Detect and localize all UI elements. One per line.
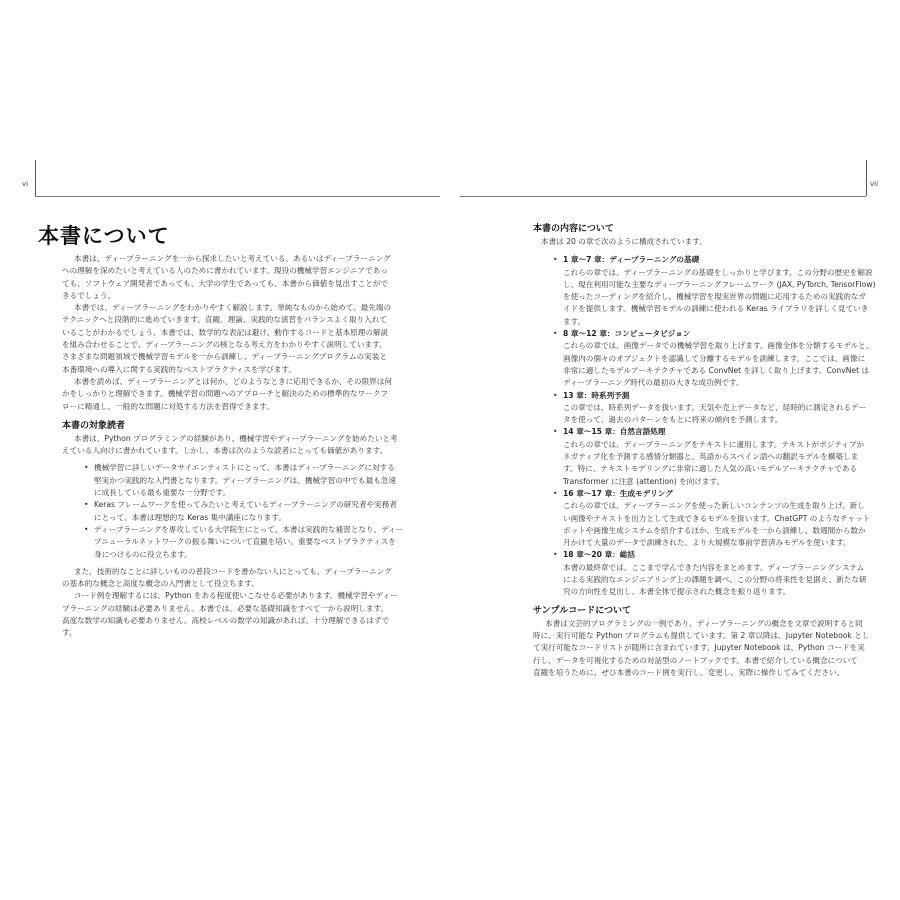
text-line: コード例を理解するには、Python をある程度使いこなせる必要があります。機械学習やディー (74, 591, 398, 601)
text-line: ても、ソフトウェア開発者であっても、大学の学生であっても、本書から価値を見出すことがで (62, 278, 389, 288)
text-line: を使ったコーディングを紹介し、機械学習を現実世界の問題に応用するための実践的なガ (563, 292, 866, 302)
text-line: ネガティブ化を予測する感情分類器と、英語からスペイン語への翻訳モデルを構築しま (563, 452, 859, 462)
chapter-title: 8 章〜12 章：コンピュータビジョン (563, 329, 691, 339)
text-line: に成長している最も重要な一分野です。 (94, 488, 231, 498)
list-item (551, 488, 876, 549)
bullet-icon: • (553, 427, 558, 437)
bullet-icon: • (553, 329, 558, 339)
paragraph (62, 590, 403, 639)
bullet-icon: • (553, 550, 558, 560)
text-line: にとって、本書は理想的な Keras 集中講座になります。 (94, 512, 286, 522)
text-line: きるでしょう。 (62, 290, 116, 300)
text-line: プニューラルネットワークの振る舞いについて直観を培い、重要なベストプラクティスを (94, 537, 396, 547)
text-line: ローに精通し、一般的な問題に対処する方法を習得できます。 (62, 401, 275, 411)
text-line: 直観を培うために、ぜひ本書のコード例を実行し、変更し、実際に操作してみてください。 (533, 667, 845, 677)
text-line: の基本的な概念と高度な概念の入門書として役立ちます。 (62, 579, 259, 589)
text-line: への理解を深めたいと考えている人のために書かれています。現役の機械学習エンジニアであっ (62, 266, 388, 276)
text-line: ます。 (563, 316, 586, 326)
text-line: 時に、実行可能な Python プログラムも提供しています。第 2 章以降は、Jupyter Notebook とし (533, 630, 870, 640)
paragraph (62, 302, 403, 376)
text-line: 本書は、Python プログラミングの経験があり、機械学習やディープラーニングを始めたいと考 (74, 433, 398, 443)
paragraph (533, 618, 876, 679)
text-line: これらの章では、ディープラーニングを使った新しいコンテンツの生成を取り上げ、新し (563, 501, 865, 511)
chapter-title: 14 章〜15 章：自然言語処理 (563, 427, 666, 437)
text-line: 行し、データを可視化するための対話型のノートブックです。本書で紹介している概念について (533, 655, 858, 665)
chapter-title: 16 章〜17 章：生成モデリング (563, 488, 673, 498)
text-line: これらの章では、画像データでの機械学習を取り上げます。画像全体を分類するモデルと、 (563, 341, 874, 351)
text-line: ディープラーニングを専攻している大学院生にとって、本書は実践的な補習となり、ディー (94, 524, 404, 534)
paragraph (62, 433, 403, 458)
text-line: 機械学習に詳しいデータサイエンティストにとって、本書はディープラーニングに対する (94, 463, 395, 473)
section-heading-sample-code: サンプルコードについて (533, 605, 632, 616)
right-page-rule (460, 196, 866, 197)
text-line: また、技術的なことに詳しいものの普段コードを書かない人にとっても、ディープラーニング (74, 566, 392, 576)
text-line: 画像内の個々のオブジェクトを認識して分離するモデルを訓練します。ここでは、画像に (563, 353, 866, 363)
chapter-title: 1 章〜7 章：ディープラーニングの基礎 (563, 255, 700, 265)
left-page-body (62, 253, 403, 640)
list-item (551, 549, 876, 598)
paragraph (62, 253, 403, 302)
bullet-icon: • (553, 255, 558, 265)
text-line: イドを提供します。機械学習モデルの訓練に使われる Keras ライブラリを詳しく見ていき (563, 304, 869, 314)
text-line: タを使って、過去のパターンをもとに将来の傾向を予測します。 (563, 415, 783, 425)
text-line: を組み合わせることで、ディープラーニングの核となる考え方をわかりやすく説明しています。 (62, 340, 387, 350)
text-line: テクニックへと段階的に進めていきます。直観、理論、実践的な演習をバランスよく取り入れて (62, 315, 387, 325)
text-line: えている人向けに書かれています。しかし、本書は次のような読者にとっても価値があります。 (62, 446, 388, 456)
text-line: 本書を読めば、ディープラーニングとは何か、どのようなときに応用できるか、その限界は何 (74, 376, 392, 386)
text-line: 本書では、ディープラーニングをわかりやすく解説します。単純なものから始めて、最先端の (74, 303, 392, 313)
page-number-left: vi (22, 180, 29, 188)
list-item (551, 328, 876, 389)
list-item (551, 254, 876, 328)
text-line: ボットや画像生成システムを紹介するほか、生成モデルを一から訓練し、数週間から数か (563, 525, 866, 535)
text-line: この章では、時系列データを扱います。天気や売上データなど、経時的に測定されるデー (563, 402, 867, 412)
text-line: 月かけて大量のデータで訓練された、より大規模な事前学習済みモデルを使います。 (563, 538, 851, 548)
chapter-title: 18 章〜20 章：総括 (563, 550, 635, 560)
text-line: Transformer に注意 (attention) を向けます。 (563, 476, 725, 486)
right-page-rule-vertical (866, 160, 867, 196)
text-line: プラーニングの経験は必要ありません。本書では、必要な基礎知識をすべて一から説明します。 (62, 603, 389, 613)
bullet-icon: • (84, 524, 89, 534)
paragraph: 本書は 20 の章で次のように構成されています。 (541, 237, 707, 246)
page-number-right: vii (870, 180, 879, 188)
chapter-title: 13 章：時系列予測 (563, 390, 630, 400)
text-line: これらの章では、ディープラーニングの基礎をしっかりと学びます。この分野の歴史を解説 (563, 267, 873, 277)
bullet-icon: • (84, 500, 89, 510)
section-heading-audience: 本書の対象読者 (62, 420, 126, 431)
section-heading-contents: 本書の内容について (533, 224, 614, 234)
text-line: さまざまな問題領域で機械学習モデルを一から訓練し、ディープラーニングプログラムの実装と (62, 352, 387, 362)
text-line: かをしっかりと理解できます。機械学習の問題へのアプローチと解決のための標準的なワークフ (62, 389, 388, 399)
text-line: 身につけるのに役立ちます。 (94, 549, 192, 559)
left-page-rule (35, 196, 440, 197)
bullet-icon: • (84, 463, 89, 473)
text-line: 本書は、ディープラーニングを一から探求したいと考えている、あるいはディープラーニング (74, 254, 391, 263)
paragraph (62, 566, 403, 591)
text-line: す。特に、テキストモデリングに非常に適した人気の高いモデルアーキテクチャである (563, 464, 858, 474)
text-line: て実行可能なコードリストが随所に含まれています。Jupyter Notebook は、Python コードを実 (533, 643, 865, 653)
left-page-rule-vertical (35, 160, 36, 196)
text-line: 本書は文芸的プログラミングの一例であり、ディープラーニングの概念を文章で説明すると同 (545, 618, 863, 628)
text-line: 本番環境への導入に関する実践的なベストプラクティスを学びます。 (62, 364, 296, 374)
text-line: す。 (62, 628, 77, 638)
text-line: ディープラーニング時代の最初の大きな成功例です。 (563, 378, 744, 388)
list-item (82, 462, 403, 499)
text-line: 高度な数学の知識も必要ありません。高校レベルの数学の知識があれば、十分理解できるはずで (62, 616, 390, 626)
right-page-body (533, 222, 876, 679)
audience-list (82, 462, 403, 560)
paragraph (62, 376, 403, 413)
text-line: による実践的なエンジニアリング上の課題を調べ、この分野の将来性を見据え、新たな研 (563, 575, 867, 585)
text-line: 本書の最終章では、ここまで学んできた内容をまとめます。ディープラーニングシステム (563, 562, 865, 572)
text-line: い画像やテキストを出力として生成できるモデルを扱います。ChatGPT のようなチャット (563, 513, 871, 523)
chapter-list (551, 254, 876, 598)
text-line: これらの章では、ディープラーニングをテキストに適用します。テキストがポジティブか (563, 439, 865, 449)
bullet-icon: • (553, 390, 558, 400)
list-item (82, 499, 403, 524)
page-title: 本書について (38, 224, 170, 248)
text-line: Keras フレームワークを使ってみたいと考えているディープラーニングの研究者や実務者 (94, 500, 397, 510)
text-line: 堅実かつ実践的な入門書となります。ディープラーニングは、機械学習の中でも最も急速 (94, 475, 396, 485)
text-line: 究の方向性を見出し、本書全体で提示された概念を振り返ります。 (563, 587, 791, 597)
list-item (551, 426, 876, 487)
list-item (551, 390, 876, 427)
bullet-icon: • (553, 488, 558, 498)
list-item (82, 524, 403, 561)
text-line: いることがわかるでしょう。本書では、数学的な表記は避け、動作するコードと基本原理の解説 (62, 327, 389, 337)
text-line: 非常に適したモデルアーキテクチャである ConvNet を詳しく取り上げます。ConvNet は (563, 365, 870, 375)
text-line: し、現在利用可能な主要なディープラーニングフレームワーク (JAX, PyTorch, TensorFlow) (563, 279, 876, 289)
